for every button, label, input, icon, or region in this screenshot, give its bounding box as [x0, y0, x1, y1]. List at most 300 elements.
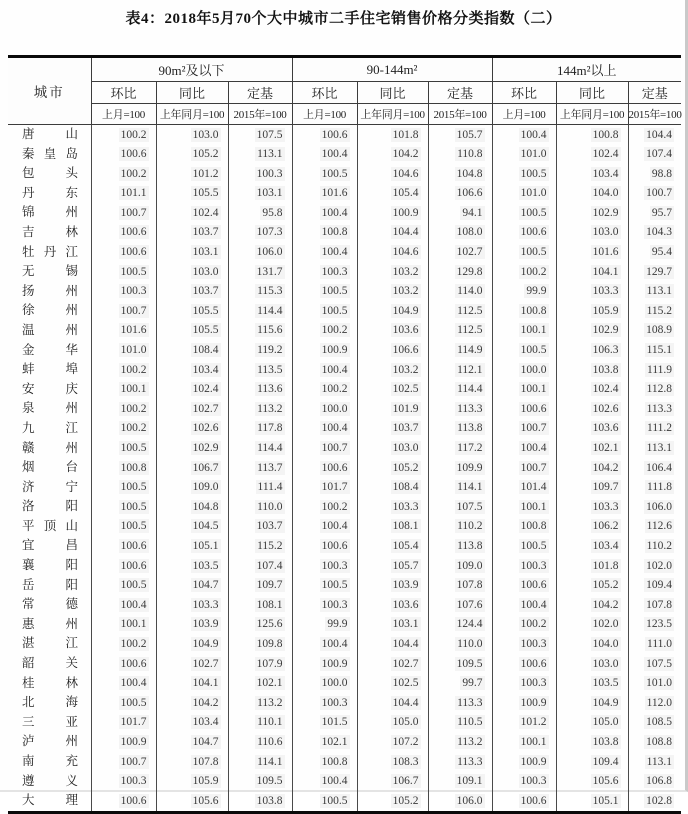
value-text: 106.7 [392, 775, 419, 788]
value-text: 100.3 [520, 559, 547, 572]
value-cell [357, 243, 428, 263]
table-row [8, 164, 681, 184]
value-text: 115.3 [257, 285, 283, 298]
value-text: 107.6 [456, 598, 483, 611]
city-cell [8, 576, 91, 596]
value-cell [556, 203, 628, 223]
value-text: 114.1 [257, 755, 283, 768]
value-text: 109.5 [456, 657, 483, 670]
table-row [8, 732, 681, 752]
value-text: 94.1 [462, 206, 483, 219]
value-text: 109.0 [192, 481, 219, 494]
value-cell [628, 556, 681, 576]
value-cell [357, 576, 428, 596]
city-cell [8, 399, 91, 419]
value-text: 108.4 [192, 344, 219, 357]
city-cell [8, 439, 91, 459]
table-body [8, 125, 681, 813]
city-cell [8, 262, 91, 282]
header-base-2015: 2015年=100 [628, 104, 681, 125]
value-text: 112.6 [646, 520, 673, 533]
value-text: 106.0 [456, 794, 483, 807]
value-cell [156, 674, 228, 694]
value-cell [228, 536, 292, 556]
value-text: 113.3 [457, 402, 483, 415]
value-cell [292, 282, 357, 302]
value-cell [156, 536, 228, 556]
value-cell [628, 732, 681, 752]
value-text: 103.0 [392, 442, 419, 454]
value-cell [428, 615, 492, 635]
city-cell [8, 125, 91, 145]
value-text: 114.4 [457, 383, 483, 396]
value-text: 105.1 [592, 794, 619, 807]
value-text: 109.7 [592, 481, 619, 494]
value-cell [156, 556, 228, 576]
value-text: 102.7 [192, 402, 219, 415]
value-text: 106.6 [392, 344, 419, 357]
value-cell [628, 399, 681, 419]
value-text: 112.5 [457, 304, 483, 317]
value-text: 104.9 [592, 696, 619, 709]
value-cell [91, 536, 156, 556]
city-name: 锦州 [22, 205, 78, 220]
value-text: 100.5 [321, 304, 348, 317]
value-text: 100.9 [321, 657, 348, 670]
value-cell [228, 439, 292, 459]
value-text: 106.7 [192, 461, 219, 474]
value-cell [228, 654, 292, 674]
value-text: 100.3 [321, 598, 348, 611]
value-text: 110.2 [646, 539, 673, 552]
value-cell [156, 145, 228, 165]
city-name: 洛阳 [22, 499, 78, 514]
value-text: 100.6 [520, 657, 547, 670]
value-text: 100.1 [120, 618, 147, 631]
value-cell [156, 458, 228, 478]
value-cell [428, 536, 492, 556]
header-base-prev-month: 上月=100 [492, 104, 556, 125]
value-text: 100.5 [120, 520, 147, 533]
value-cell [492, 184, 556, 204]
value-text: 100.7 [646, 187, 673, 200]
value-cell [91, 243, 156, 263]
value-cell [91, 380, 156, 400]
value-text: 100.2 [120, 402, 147, 415]
city-name: 韶关 [22, 656, 78, 671]
value-cell [228, 556, 292, 576]
city-name: 金华 [22, 342, 78, 357]
value-cell [357, 145, 428, 165]
table-row [8, 674, 681, 694]
city-name: 济宁 [22, 479, 78, 494]
value-cell [428, 282, 492, 302]
city-cell [8, 184, 91, 204]
value-text: 103.8 [592, 735, 619, 748]
value-text: 113.8 [457, 422, 483, 435]
value-cell [556, 419, 628, 439]
header-mom: 环比 [492, 82, 556, 104]
value-cell [156, 634, 228, 654]
value-cell [228, 595, 292, 615]
header-base-same-month-last-year: 上年同月=100 [357, 104, 428, 125]
table-row [8, 399, 681, 419]
value-text: 100.5 [120, 500, 147, 513]
value-text: 104.7 [192, 735, 219, 748]
value-text: 103.4 [192, 363, 219, 376]
value-cell [428, 321, 492, 341]
value-cell [292, 223, 357, 243]
value-cell [357, 262, 428, 282]
value-cell [292, 458, 357, 478]
header-group-90-144: 90-144m² [292, 57, 492, 82]
value-cell [292, 497, 357, 517]
table-row [8, 595, 681, 615]
value-text: 100.6 [520, 794, 547, 807]
value-text: 114.1 [457, 481, 483, 494]
value-text: 105.9 [192, 775, 219, 788]
value-cell [357, 752, 428, 772]
price-index-table [8, 55, 681, 814]
value-text: 105.2 [592, 579, 619, 592]
city-name: 牡丹江 [22, 244, 78, 259]
value-text: 100.4 [120, 677, 147, 690]
value-text: 109.4 [646, 579, 673, 592]
value-text: 105.4 [392, 539, 419, 552]
value-text: 100.4 [321, 148, 348, 161]
city-name: 扬州 [22, 283, 78, 298]
value-cell [228, 399, 292, 419]
value-text: 103.7 [256, 520, 283, 533]
value-text: 100.7 [120, 206, 147, 219]
value-text: 107.8 [456, 579, 483, 592]
value-cell [292, 752, 357, 772]
value-cell [91, 321, 156, 341]
value-cell [357, 380, 428, 400]
table-header [8, 57, 681, 125]
value-text: 105.0 [392, 716, 419, 729]
value-text: 100.3 [120, 775, 147, 788]
value-cell [628, 752, 681, 772]
value-text: 102.0 [592, 618, 619, 631]
value-cell [492, 282, 556, 302]
value-cell [628, 301, 681, 321]
value-cell [628, 693, 681, 713]
value-text: 110.8 [457, 148, 483, 161]
city-cell [8, 380, 91, 400]
value-cell [91, 595, 156, 615]
value-text: 100.1 [520, 500, 547, 513]
city-name: 蚌埠 [22, 362, 78, 377]
value-cell [228, 517, 292, 537]
value-cell [91, 184, 156, 204]
city-name: 泉州 [22, 401, 78, 416]
value-text: 100.5 [520, 246, 547, 259]
value-cell [228, 419, 292, 439]
value-text: 100.2 [120, 167, 147, 180]
value-text: 100.3 [321, 265, 348, 278]
value-text: 102.0 [646, 559, 673, 572]
value-cell [428, 439, 492, 459]
value-text: 102.1 [592, 442, 619, 454]
value-cell [556, 634, 628, 654]
value-cell [292, 693, 357, 713]
value-cell [428, 145, 492, 165]
value-cell [628, 125, 681, 145]
value-text: 107.5 [646, 657, 673, 670]
value-text: 105.5 [192, 304, 219, 317]
value-cell [156, 341, 228, 361]
city-name: 岳阳 [22, 577, 78, 592]
table-row [8, 439, 681, 459]
value-text: 107.4 [646, 148, 673, 161]
value-text: 111.2 [647, 422, 673, 435]
value-cell [357, 184, 428, 204]
value-text: 103.5 [192, 559, 219, 572]
value-text: 106.6 [456, 187, 483, 200]
value-cell [428, 556, 492, 576]
value-cell [228, 634, 292, 654]
value-cell [292, 674, 357, 694]
value-cell [228, 752, 292, 772]
value-text: 104.6 [392, 246, 419, 259]
value-text: 104.1 [592, 265, 619, 278]
table-row [8, 654, 681, 674]
value-cell [556, 243, 628, 263]
value-cell [228, 458, 292, 478]
value-cell [357, 399, 428, 419]
value-cell [156, 752, 228, 772]
value-cell [156, 497, 228, 517]
value-cell [357, 556, 428, 576]
value-cell [628, 615, 681, 635]
value-text: 100.6 [520, 402, 547, 415]
value-text: 102.7 [392, 657, 419, 670]
value-cell [428, 791, 492, 812]
table-row [8, 125, 681, 145]
table-row [8, 223, 681, 243]
value-text: 103.6 [392, 598, 419, 611]
value-cell [91, 125, 156, 145]
value-text: 115.6 [257, 324, 283, 337]
value-cell [156, 713, 228, 733]
value-cell [292, 184, 357, 204]
value-cell [292, 556, 357, 576]
table-row [8, 301, 681, 321]
value-cell [156, 203, 228, 223]
value-text: 100.6 [321, 539, 348, 552]
value-text: 129.7 [646, 265, 673, 278]
value-text: 113.3 [457, 696, 483, 709]
value-text: 100.7 [520, 461, 547, 474]
value-cell [156, 184, 228, 204]
value-cell [91, 478, 156, 498]
city-cell [8, 674, 91, 694]
value-text: 103.1 [192, 246, 219, 259]
value-cell [228, 243, 292, 263]
value-cell [91, 654, 156, 674]
value-cell [156, 243, 228, 263]
value-cell [428, 458, 492, 478]
value-cell [492, 634, 556, 654]
city-name: 烟台 [22, 460, 78, 475]
value-cell [91, 341, 156, 361]
table-row [8, 341, 681, 361]
value-cell [292, 360, 357, 380]
value-cell [556, 145, 628, 165]
value-text: 100.2 [120, 128, 147, 141]
value-cell [228, 791, 292, 812]
value-text: 100.6 [321, 461, 348, 474]
value-text: 100.7 [520, 422, 547, 435]
city-name: 湛江 [22, 636, 78, 651]
value-cell [292, 145, 357, 165]
city-name: 南充 [22, 754, 78, 768]
table-row [8, 693, 681, 713]
value-cell [492, 243, 556, 263]
city-name: 温州 [22, 322, 78, 337]
value-cell [628, 772, 681, 792]
value-cell [91, 517, 156, 537]
value-text: 104.9 [192, 637, 219, 650]
value-cell [492, 693, 556, 713]
value-cell [556, 321, 628, 341]
table-row [8, 458, 681, 478]
value-text: 105.2 [392, 794, 419, 807]
value-cell [357, 164, 428, 184]
value-text: 101.6 [592, 246, 619, 259]
value-text: 100.3 [256, 167, 283, 180]
value-cell [492, 517, 556, 537]
value-cell [292, 791, 357, 812]
value-text: 105.6 [592, 775, 619, 788]
value-text: 100.3 [321, 696, 348, 709]
value-text: 100.3 [120, 285, 147, 298]
city-cell [8, 634, 91, 654]
value-text: 102.4 [192, 383, 219, 396]
value-text: 100.0 [321, 402, 348, 415]
value-cell [492, 791, 556, 812]
value-cell [357, 772, 428, 792]
value-cell [492, 478, 556, 498]
city-name: 桂林 [22, 675, 78, 690]
value-text: 101.0 [120, 344, 147, 357]
value-cell [357, 125, 428, 145]
table-row [8, 203, 681, 223]
value-text: 102.1 [321, 735, 348, 748]
value-text: 103.9 [392, 579, 419, 592]
value-cell [428, 360, 492, 380]
value-cell [492, 321, 556, 341]
value-cell [556, 380, 628, 400]
value-cell [357, 732, 428, 752]
value-text: 100.4 [321, 775, 348, 788]
value-cell [628, 184, 681, 204]
value-cell [492, 752, 556, 772]
value-text: 103.4 [592, 167, 619, 180]
value-cell [156, 399, 228, 419]
value-cell [556, 576, 628, 596]
value-text: 99.9 [327, 618, 348, 631]
value-cell [228, 693, 292, 713]
value-text: 108.8 [646, 735, 673, 748]
value-text: 114.0 [457, 285, 483, 298]
value-cell [428, 752, 492, 772]
value-text: 109.9 [456, 461, 483, 474]
value-cell [292, 262, 357, 282]
value-text: 100.6 [520, 226, 547, 239]
value-cell [228, 282, 292, 302]
city-cell [8, 556, 91, 576]
value-cell [556, 282, 628, 302]
city-name: 安庆 [22, 381, 78, 396]
city-name: 北海 [22, 695, 78, 710]
city-name: 常德 [22, 597, 78, 612]
value-cell [91, 772, 156, 792]
value-text: 100.7 [120, 304, 147, 317]
city-name: 九江 [22, 420, 78, 435]
value-text: 100.2 [321, 500, 348, 513]
value-cell [628, 791, 681, 812]
value-text: 114.4 [257, 442, 283, 454]
value-text: 110.2 [457, 520, 483, 533]
value-text: 108.3 [392, 755, 419, 768]
value-cell [492, 203, 556, 223]
value-text: 113.1 [646, 285, 673, 298]
table-row [8, 380, 681, 400]
value-text: 102.1 [256, 677, 283, 690]
table-row [8, 282, 681, 302]
value-text: 100.3 [520, 677, 547, 690]
value-cell [556, 262, 628, 282]
value-text: 103.3 [592, 500, 619, 513]
value-text: 109.8 [256, 637, 283, 650]
value-text: 119.2 [257, 344, 283, 357]
value-cell [357, 458, 428, 478]
value-cell [492, 223, 556, 243]
value-text: 100.6 [120, 657, 147, 670]
value-text: 100.1 [520, 324, 547, 337]
value-cell [492, 341, 556, 361]
value-cell [228, 262, 292, 282]
value-text: 101.6 [321, 187, 348, 200]
value-cell [91, 732, 156, 752]
value-cell [492, 654, 556, 674]
city-cell [8, 301, 91, 321]
value-cell [357, 634, 428, 654]
value-text: 100.6 [120, 246, 147, 259]
value-cell [556, 301, 628, 321]
value-text: 105.0 [592, 716, 619, 729]
header-row-base [8, 104, 681, 125]
value-text: 113.1 [646, 755, 673, 768]
value-text: 102.9 [592, 206, 619, 219]
value-text: 100.1 [520, 383, 547, 396]
value-cell [628, 536, 681, 556]
value-text: 102.5 [392, 383, 419, 396]
city-cell [8, 203, 91, 223]
value-cell [292, 595, 357, 615]
value-cell [357, 360, 428, 380]
value-cell [156, 262, 228, 282]
value-text: 106.4 [646, 461, 673, 474]
value-text: 113.2 [257, 402, 283, 415]
value-cell [628, 517, 681, 537]
value-cell [492, 595, 556, 615]
value-cell [628, 380, 681, 400]
value-cell [556, 536, 628, 556]
value-text: 104.4 [646, 128, 673, 141]
